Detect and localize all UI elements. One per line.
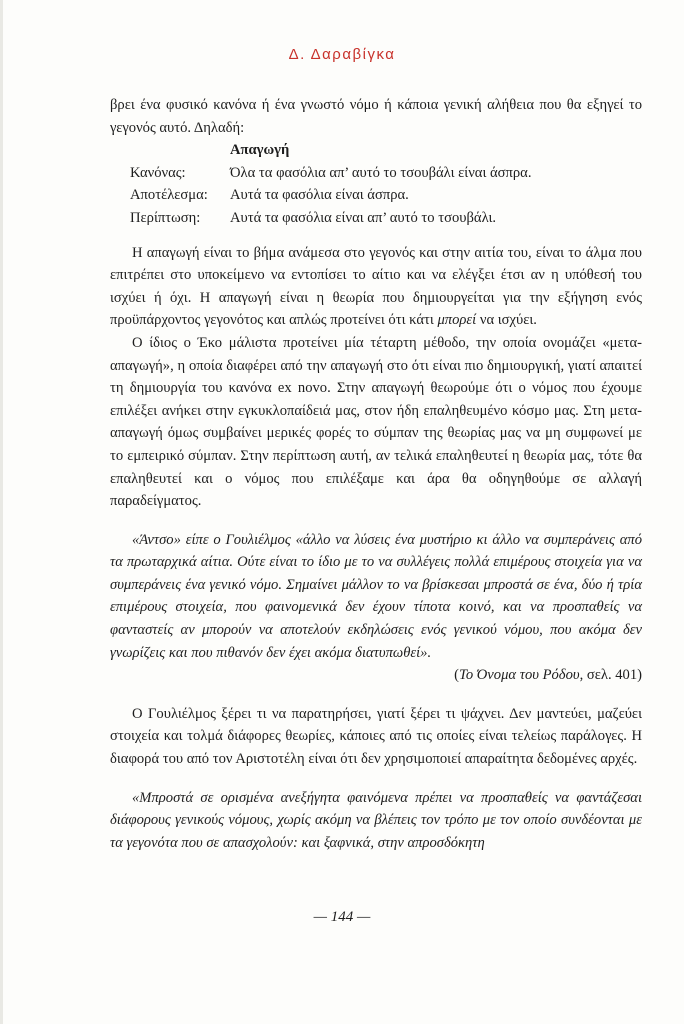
page-edge [0, 0, 3, 1024]
deduction-text: Όλα τα φασόλια απ’ αυτό το τσουβάλι είναι άσπρα. [230, 164, 532, 181]
paragraph-meta-abduction: Ο ίδιος ο Έκο μάλιστα προτείνει μία τέταρτη μέθοδο, την οποία ονομάζει «μετα-απαγωγή», η οποία διαφέρει από την απαγωγή στο ότι είναι πιο δημιουργική, γιατί απαιτεί τη δημιουργία του κανόνα ex novo. Στην απαγωγή θεωρούμε ότι ο νόμος που έχουμε επιλέξει ανήκει στην εγκυκλοπαίδειά μας, στον ήδη επαληθευμένο κόσμο μας. Στη μετα-απαγωγή όμως συμβαίνει μερικές φορές το σύμπαν της θεωρίας μας να μη συμφωνεί με το εμπειρικό σύμπαν. Στην περίπτωση αυτή, αν τελικά επαληθευτεί η θεωρία μας, τότε θα επαληθευτεί και ο νόμος που επιλέξαμε και άρα θα οδηγηθούμε σε αλλαγή παραδείγματος. [110, 334, 642, 510]
deduction-block [110, 139, 642, 229]
paragraph-william: Ο Γουλιέλμος ξέρει τι να παρατηρήσει, γιατί ξέρει τι ψάχνει. Δεν μαντεύει, μαζεύει στοιχεία και τολμά διάφορες θεωρίες, κάποιες από τις οποίες είναι τελείως παράλογες. Η διαφορά του από τον Αριστοτέλη είναι ότι δεν χρησιμοποιεί απαραίτητα δεδομένες αρχές. [110, 705, 642, 768]
quote-source: (Το Όνομα του Ρόδου, σελ. 401) [454, 667, 642, 684]
deduction-label: Αποτέλεσμα: [130, 187, 208, 204]
deduction-text: Αυτά τα φασόλια είναι απ’ αυτό το τσουβάλι. [230, 209, 497, 226]
quote-block: «Άντσο» είπε ο Γουλιέλμος «άλλο να λύσεις ένα μυστήριο κι άλλο να συμπεράνεις από τα πρωταρχικά αίτια. Ούτε είναι το ίδιο με το να συλλέγεις πολλά επιμέρους στοιχεία για να συμπεράνεις ένα γενικό νόμο. Σημαίνει μάλλον το να βρίσκεσαι μπροστά σε ένα, δύο ή τρία επιμέρους στοιχεία, που φαινομενικά δεν έχουν τίποτα κοινό, και να προσπαθείς να φανταστείς αν μπορούν να αποτελούν εκδηλώσεις ενός γενικού νόμου, που ακόμα δεν γνωρίζεις και που πιθανόν δεν έχει ακόμα διατυπωθεί». [110, 531, 642, 661]
running-head: Δ. Δαραβίγκα [288, 46, 396, 63]
deduction-label: Περίπτωση: [130, 209, 201, 226]
deduction-label: Κανόνας: [130, 164, 186, 181]
paragraph-abduction [110, 242, 642, 332]
emphasis-text: μπορεί [437, 312, 477, 329]
deduction-title: Απαγωγή [230, 142, 290, 159]
page-number: — 144 — [313, 909, 371, 925]
deduction-row [110, 184, 642, 207]
page-body [110, 94, 642, 854]
deduction-row [110, 162, 642, 185]
source-title: Το Όνομα του Ρόδου [459, 667, 580, 684]
deduction-text: Αυτά τα φασόλια είναι άσπρα. [230, 187, 409, 204]
paragraph-text: Η απαγωγή είναι το βήμα ανάμεσα στο γεγονός και στην αιτία του, είναι το άλμα που επιτρέπει στο υποκείμενο να εντοπίσει το αίτιο και να ελέγξει έτσι αν η υπόθεσή του ισχύει ή όχι. Η απαγωγή είναι η θεωρία που δημιουργείται για την εξήγηση ενός προϋπάρχοντος γεγονότος και απλώς προτείνει ότι κάτι [110, 244, 642, 329]
paragraph-text: να ισχύει. [476, 312, 537, 329]
quote-block: «Μπροστά σε ορισμένα ανεξήγητα φαινόμενα πρέπει να προσπαθείς να φαντάζεσαι διάφορους γενικούς νόμους, χωρίς ακόμη να βλέπεις τον τρόπο με τον οποίο συνδέονται με τα γεγονότα που σε απασχολούν: και ξαφνικά, στην απροσδόκητη [110, 789, 642, 851]
deduction-row [110, 207, 642, 230]
intro-paragraph: βρει ένα φυσικό κανόνα ή ένα γνωστό νόμο ή κάποια γενική αλήθεια που θα εξηγεί το γεγονός αυτό. Δηλαδή: [110, 97, 642, 136]
